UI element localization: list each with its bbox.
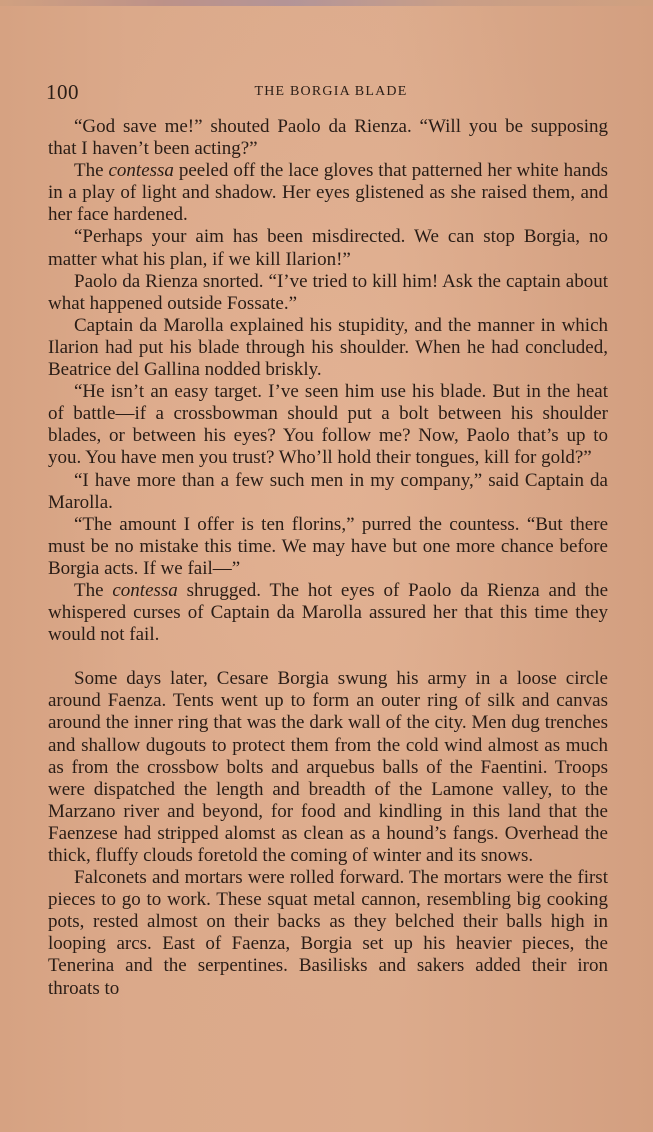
running-head: THE BORGIA BLADE [254,84,408,99]
page-number: 100 [46,80,79,104]
paragraph-text: “The amount I offer is ten florins,” purred the countess. “But there must be no mistake this time. We may have but one more chance before Borgia acts. If we fail—” [48,513,608,579]
paragraph-text: “He isn’t an easy target. I’ve seen him use his blade. But in the heat of battle—if a crossbowman should put a bolt between his shoulder blades, or between his eyes? You follow me? Now, Paolo that’s up to you. You have men you trust? Who’ll hold their tongues, kill for gold?” [48,381,608,469]
paragraph-text: Falconets and mortars were rolled forward. The mortars were the first pieces to go to work. These squat metal cannon, resembling big cooking pots, rested almost on their backs as they belched their balls high in looping arcs. East of Faenza, Borgia set up his heavier pieces, the Tenerina and the serpentines. Basilisks and sakers added their iron throats to [48,867,608,999]
paragraph-text: “I have more than a few such men in my company,” said Captain da Marolla. [48,469,608,513]
paragraph-text: “Perhaps your aim has been misdirected. We can stop Borgia, no matter what his plan, if we kill Ilarion!” [48,226,608,270]
paragraph [48,381,608,469]
paragraph-text: The [74,579,113,601]
paragraph-text: The [74,160,109,182]
paragraph [48,514,608,580]
page-top-edge [0,0,653,6]
paragraph [48,226,608,270]
body-text [48,116,608,1000]
paragraph-text: shrugged. The hot eyes of Paolo da Rienza and the whispered curses of Captain da Marolla assured her that this time they would not fail. [48,579,608,646]
paragraph [48,116,608,160]
paragraph [48,668,608,867]
paragraph [48,867,608,1000]
paragraph [48,315,608,381]
paragraph [48,470,608,514]
paragraph-text: Captain da Marolla explained his stupidity, and the manner in which Ilarion had put his blade through his shoulder. When he had concluded, Beatrice del Gallina nodded briskly. [48,314,608,381]
italic-text: contessa [108,160,174,182]
paragraph [48,160,608,226]
paragraph-text: peeled off the lace gloves that patterned her white hands in a play of light and shadow. Her eyes glistened as she raised them, and her face hardened. [48,160,608,226]
italic-text: contessa [112,579,178,601]
paragraph-text: Paolo da Rienza snorted. “I’ve tried to kill him! Ask the captain about what happened outside Fossate.” [48,270,608,314]
paragraph [48,271,608,315]
paragraph [48,580,608,646]
paragraph-text: “God save me!” shouted Paolo da Rienza. “Will you be supposing that I haven’t been acting?” [48,116,608,160]
page-header [46,80,606,106]
paragraph-text: Some days later, Cesare Borgia swung his army in a loose circle around Faenza. Tents went up to form an outer ring of silk and canvas around the inner ring that was the dark wall of the city. Men dug trenches and shallow dugouts to protect them from the cold wind almost as much as from the crossbow bolts and arquebus balls of the Faentini. Troops were dispatched the length and breadth of the Lamone valley, to the Marzano river and beyond, for food and kindling in this land that the Faenzese had stripped alomst as clean as a hound’s fangs. Overhead the thick, fluffy clouds foretold the coming of winter and its snows. [48,668,608,866]
